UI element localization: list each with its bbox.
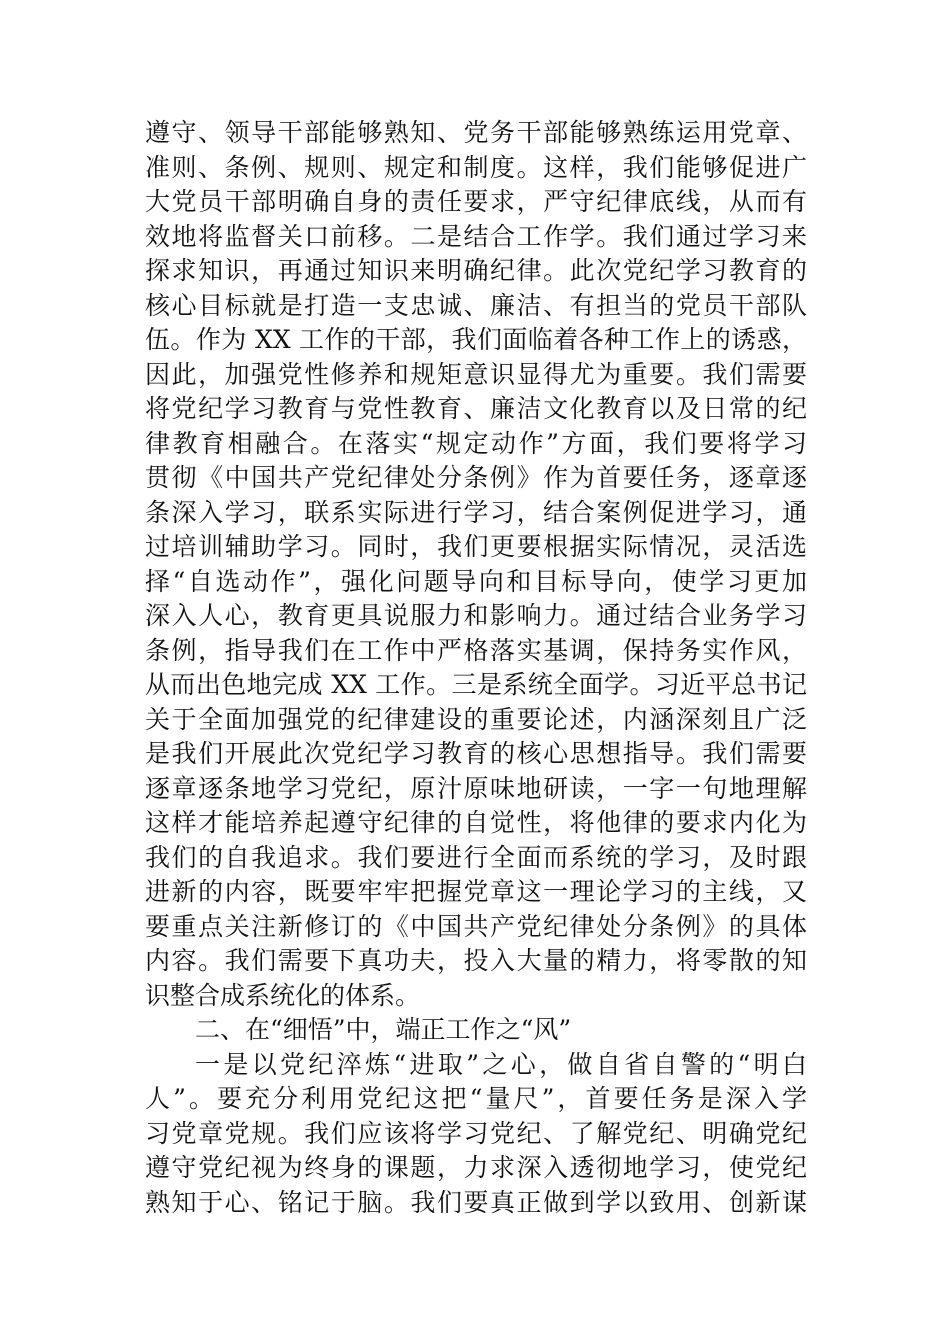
text-line: 从而出色地完成 XX 工作。三是系统全面学。习近平总书记 [145,670,807,699]
text-line: 择“自选动作”，强化问题导向和目标导向，使学习更加 [145,566,807,596]
text-line: 这样才能培养起遵守纪律的自觉性，将他律的要求内化为 [145,808,807,837]
text-line: 律教育相融合。在落实“规定动作”方面，我们要将学习 [145,428,807,458]
text-line: 遵守党纪视为终身的课题，力求深入透彻地学习，使党纪 [145,1153,807,1182]
text-line: 贯彻《中国共产党纪律处分条例》作为首要任务，逐章逐 [145,463,807,492]
text-line: 要重点关注新修订的《中国共产党纪律处分条例》的具体 [145,911,807,941]
text-line: 过培训辅助学习。同时，我们更要根据实际情况，灵活选 [145,532,807,561]
text-line: 条例，指导我们在工作中严格落实基调，保持务实作风， [145,635,807,665]
text-line: 探求知识，再通过知识来明确纪律。此次党纪学习教育的 [145,256,807,285]
text-line: 逐章逐条地学习党纪，原汁原味地研读，一字一句地理解 [145,773,807,803]
section-heading: 二、在“细悟”中，端正工作之“风” [195,1015,572,1044]
text-line: 伍。作为 XX 工作的干部，我们面临着各种工作上的诱惑， [145,325,807,354]
text-line: 习党章党规。我们应该将学习党纪、了解党纪、明确党纪 [145,1118,807,1148]
text-line: 深入人心，教育更具说服力和影响力。通过结合业务学习 [145,601,807,630]
text-line: 内容。我们需要下真功夫，投入大量的精力，将零散的知 [145,946,807,975]
text-line: 进新的内容，既要牢牢把握党章这一理论学习的主线，又 [145,877,807,906]
text-line: 熟知于心、铭记于脑。我们要真正做到学以致用、创新谋 [145,1187,807,1217]
text-line: 人”。要充分利用党纪这把“量尺”，首要任务是深入学 [145,1084,807,1113]
text-line: 将党纪学习教育与党性教育、廉洁文化教育以及日常的纪 [145,394,807,423]
text-line: 核心目标就是打造一支忠诚、廉洁、有担当的党员干部队 [145,290,807,320]
text-line: 关于全面加强党的纪律建设的重要论述，内涵深刻且广泛 [145,704,807,734]
text-line: 因此，加强党性修养和规矩意识显得尤为重要。我们需要 [145,359,807,389]
document-body [145,116,807,1220]
text-line: 条深入学习，联系实际进行学习，结合案例促进学习，通 [145,497,807,527]
text-line: 大党员干部明确自身的责任要求，严守纪律底线，从而有 [145,187,807,216]
text-line: 是我们开展此次党纪学习教育的核心思想指导。我们需要 [145,739,807,768]
text-line: 遵守、领导干部能够熟知、党务干部能够熟练运用党章、 [145,118,807,147]
text-line: 识整合成系统化的体系。 [145,980,421,1010]
text-line: 我们的自我追求。我们要进行全面而系统的学习，及时跟 [145,842,807,872]
text-line: 一是以党纪淬炼“进取”之心，做自省自警的“明白 [195,1049,807,1079]
text-line: 效地将监督关口前移。二是结合工作学。我们通过学习来 [145,221,807,251]
text-line: 准则、条例、规则、规定和制度。这样，我们能够促进广 [145,152,807,182]
